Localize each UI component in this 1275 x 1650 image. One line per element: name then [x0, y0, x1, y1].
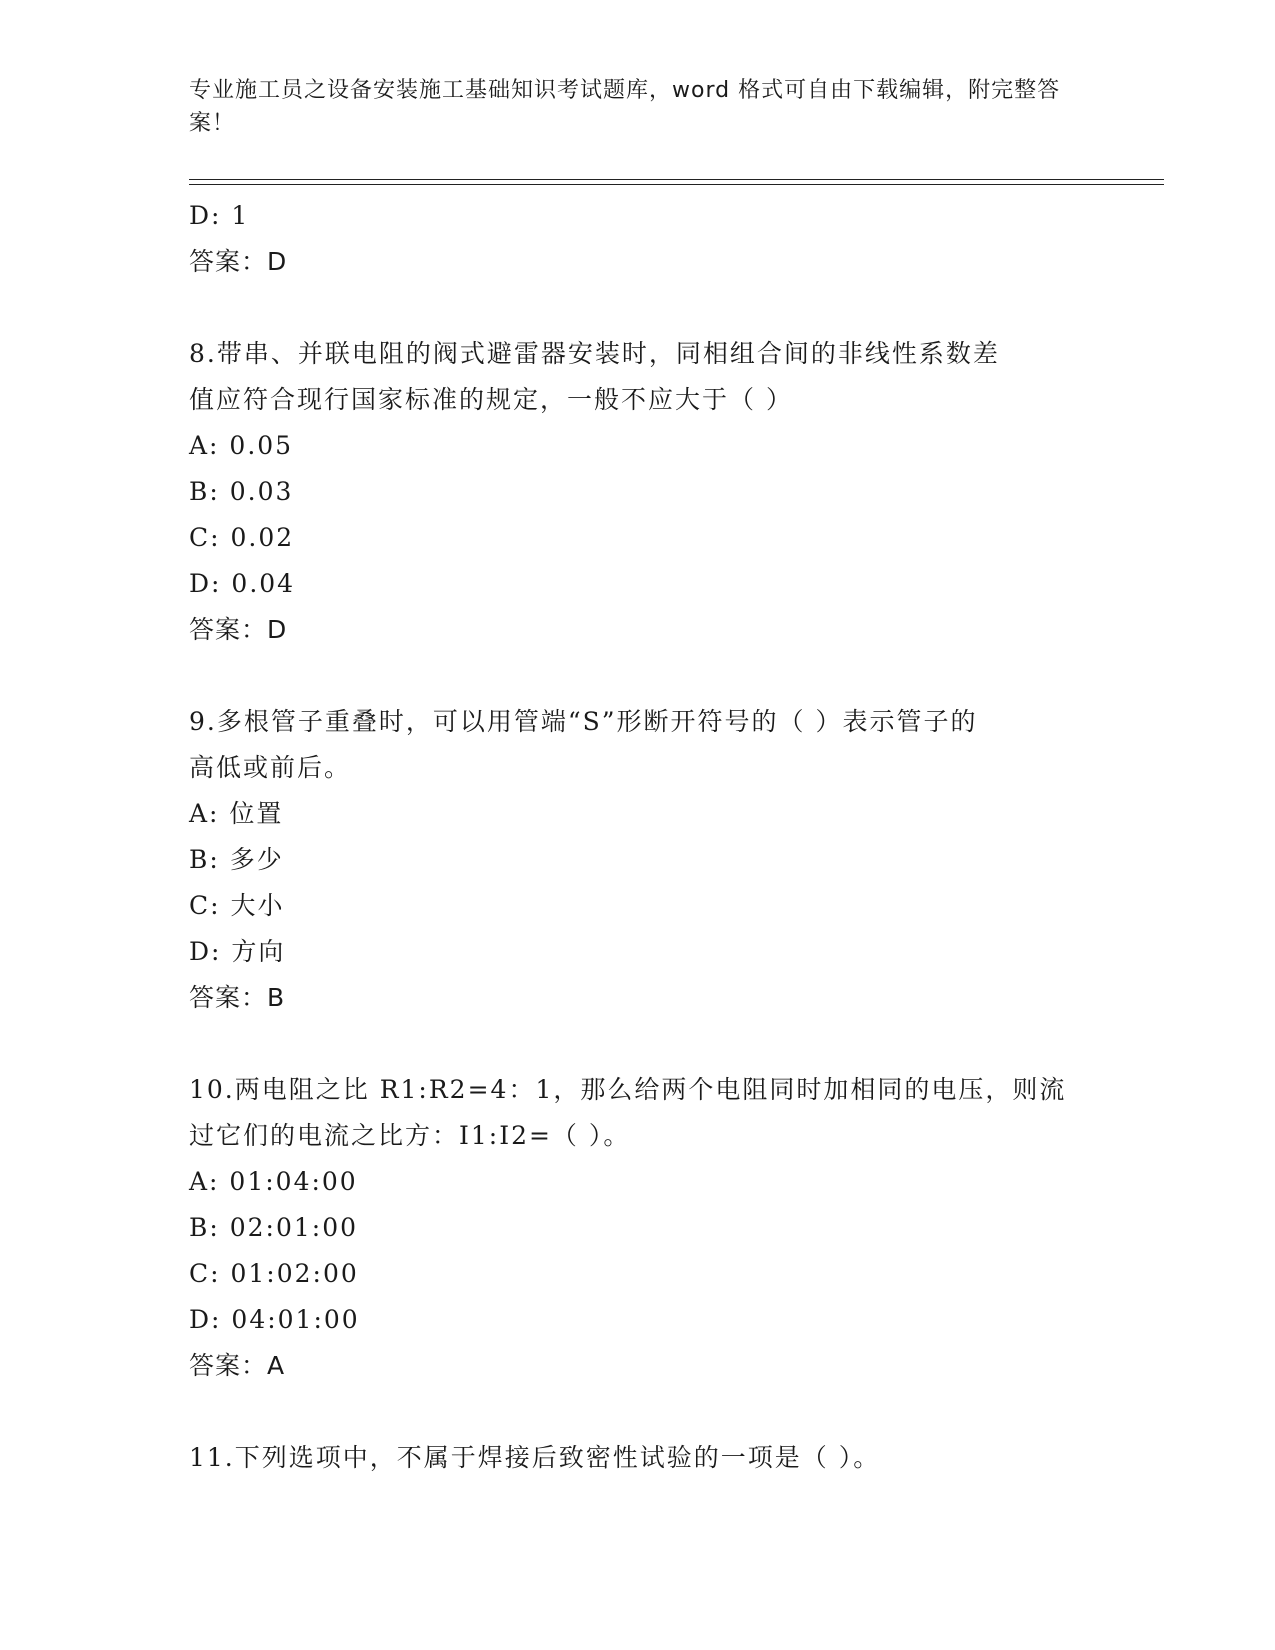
q7-option-d: D: 1 — [189, 201, 250, 230]
q9-text-line1: 9.多根管子重叠时，可以用管端“S”形断开符号的（ ）表示管子的 — [189, 707, 978, 736]
document-header: 专业施工员之设备安装施工基础知识考试题库，word 格式可自由下载编辑，附完整答案！ — [189, 78, 1061, 136]
q10-text-line1: 10.两电阻之比 R1:R2=4：1，那么给两个电阻同时加相同的电压，则流 — [189, 1075, 1067, 1104]
q11-text-line1: 11.下列选项中，不属于焊接后致密性试验的一项是（ ）。 — [189, 1443, 881, 1472]
q8-option-a: A: 0.05 — [189, 431, 294, 460]
spacer — [189, 1021, 1089, 1067]
spacer — [189, 653, 1089, 699]
q10-option-b: B: 02:01:00 — [189, 1213, 359, 1242]
q8-text-line1: 8.带串、并联电阻的阀式避雷器安装时，同相组合间的非线性系数差 — [189, 339, 1000, 368]
q8-option-c: C: 0.02 — [189, 523, 295, 552]
q7-answer: 答案：D — [189, 247, 288, 276]
q9-option-b: B: 多少 — [189, 845, 284, 874]
q8-option-d: D: 0.04 — [189, 569, 296, 598]
q8-option-b: B: 0.03 — [189, 477, 294, 506]
q8-text-line2: 值应符合现行国家标准的规定，一般不应大于（ ） — [189, 385, 793, 414]
q10-text-line2: 过它们的电流之比方：I1:I2=（ ）。 — [189, 1121, 631, 1150]
q9-option-a: A: 位置 — [189, 799, 284, 828]
spacer — [189, 1389, 1089, 1435]
q9-text-line2: 高低或前后。 — [189, 753, 352, 782]
q10-option-d: D: 04:01:00 — [189, 1305, 360, 1334]
header-rule-top — [189, 179, 1164, 180]
q10-option-a: A: 01:04:00 — [189, 1167, 358, 1196]
spacer — [189, 285, 1089, 331]
q9-option-d: D: 方向 — [189, 937, 286, 966]
header-rule-bottom — [189, 184, 1164, 185]
q9-answer: 答案：B — [189, 983, 286, 1012]
q9-option-c: C: 大小 — [189, 891, 285, 920]
question-list — [189, 193, 1089, 1481]
q10-answer: 答案：A — [189, 1351, 286, 1380]
q10-option-c: C: 01:02:00 — [189, 1259, 359, 1288]
q8-answer: 答案：D — [189, 615, 288, 644]
